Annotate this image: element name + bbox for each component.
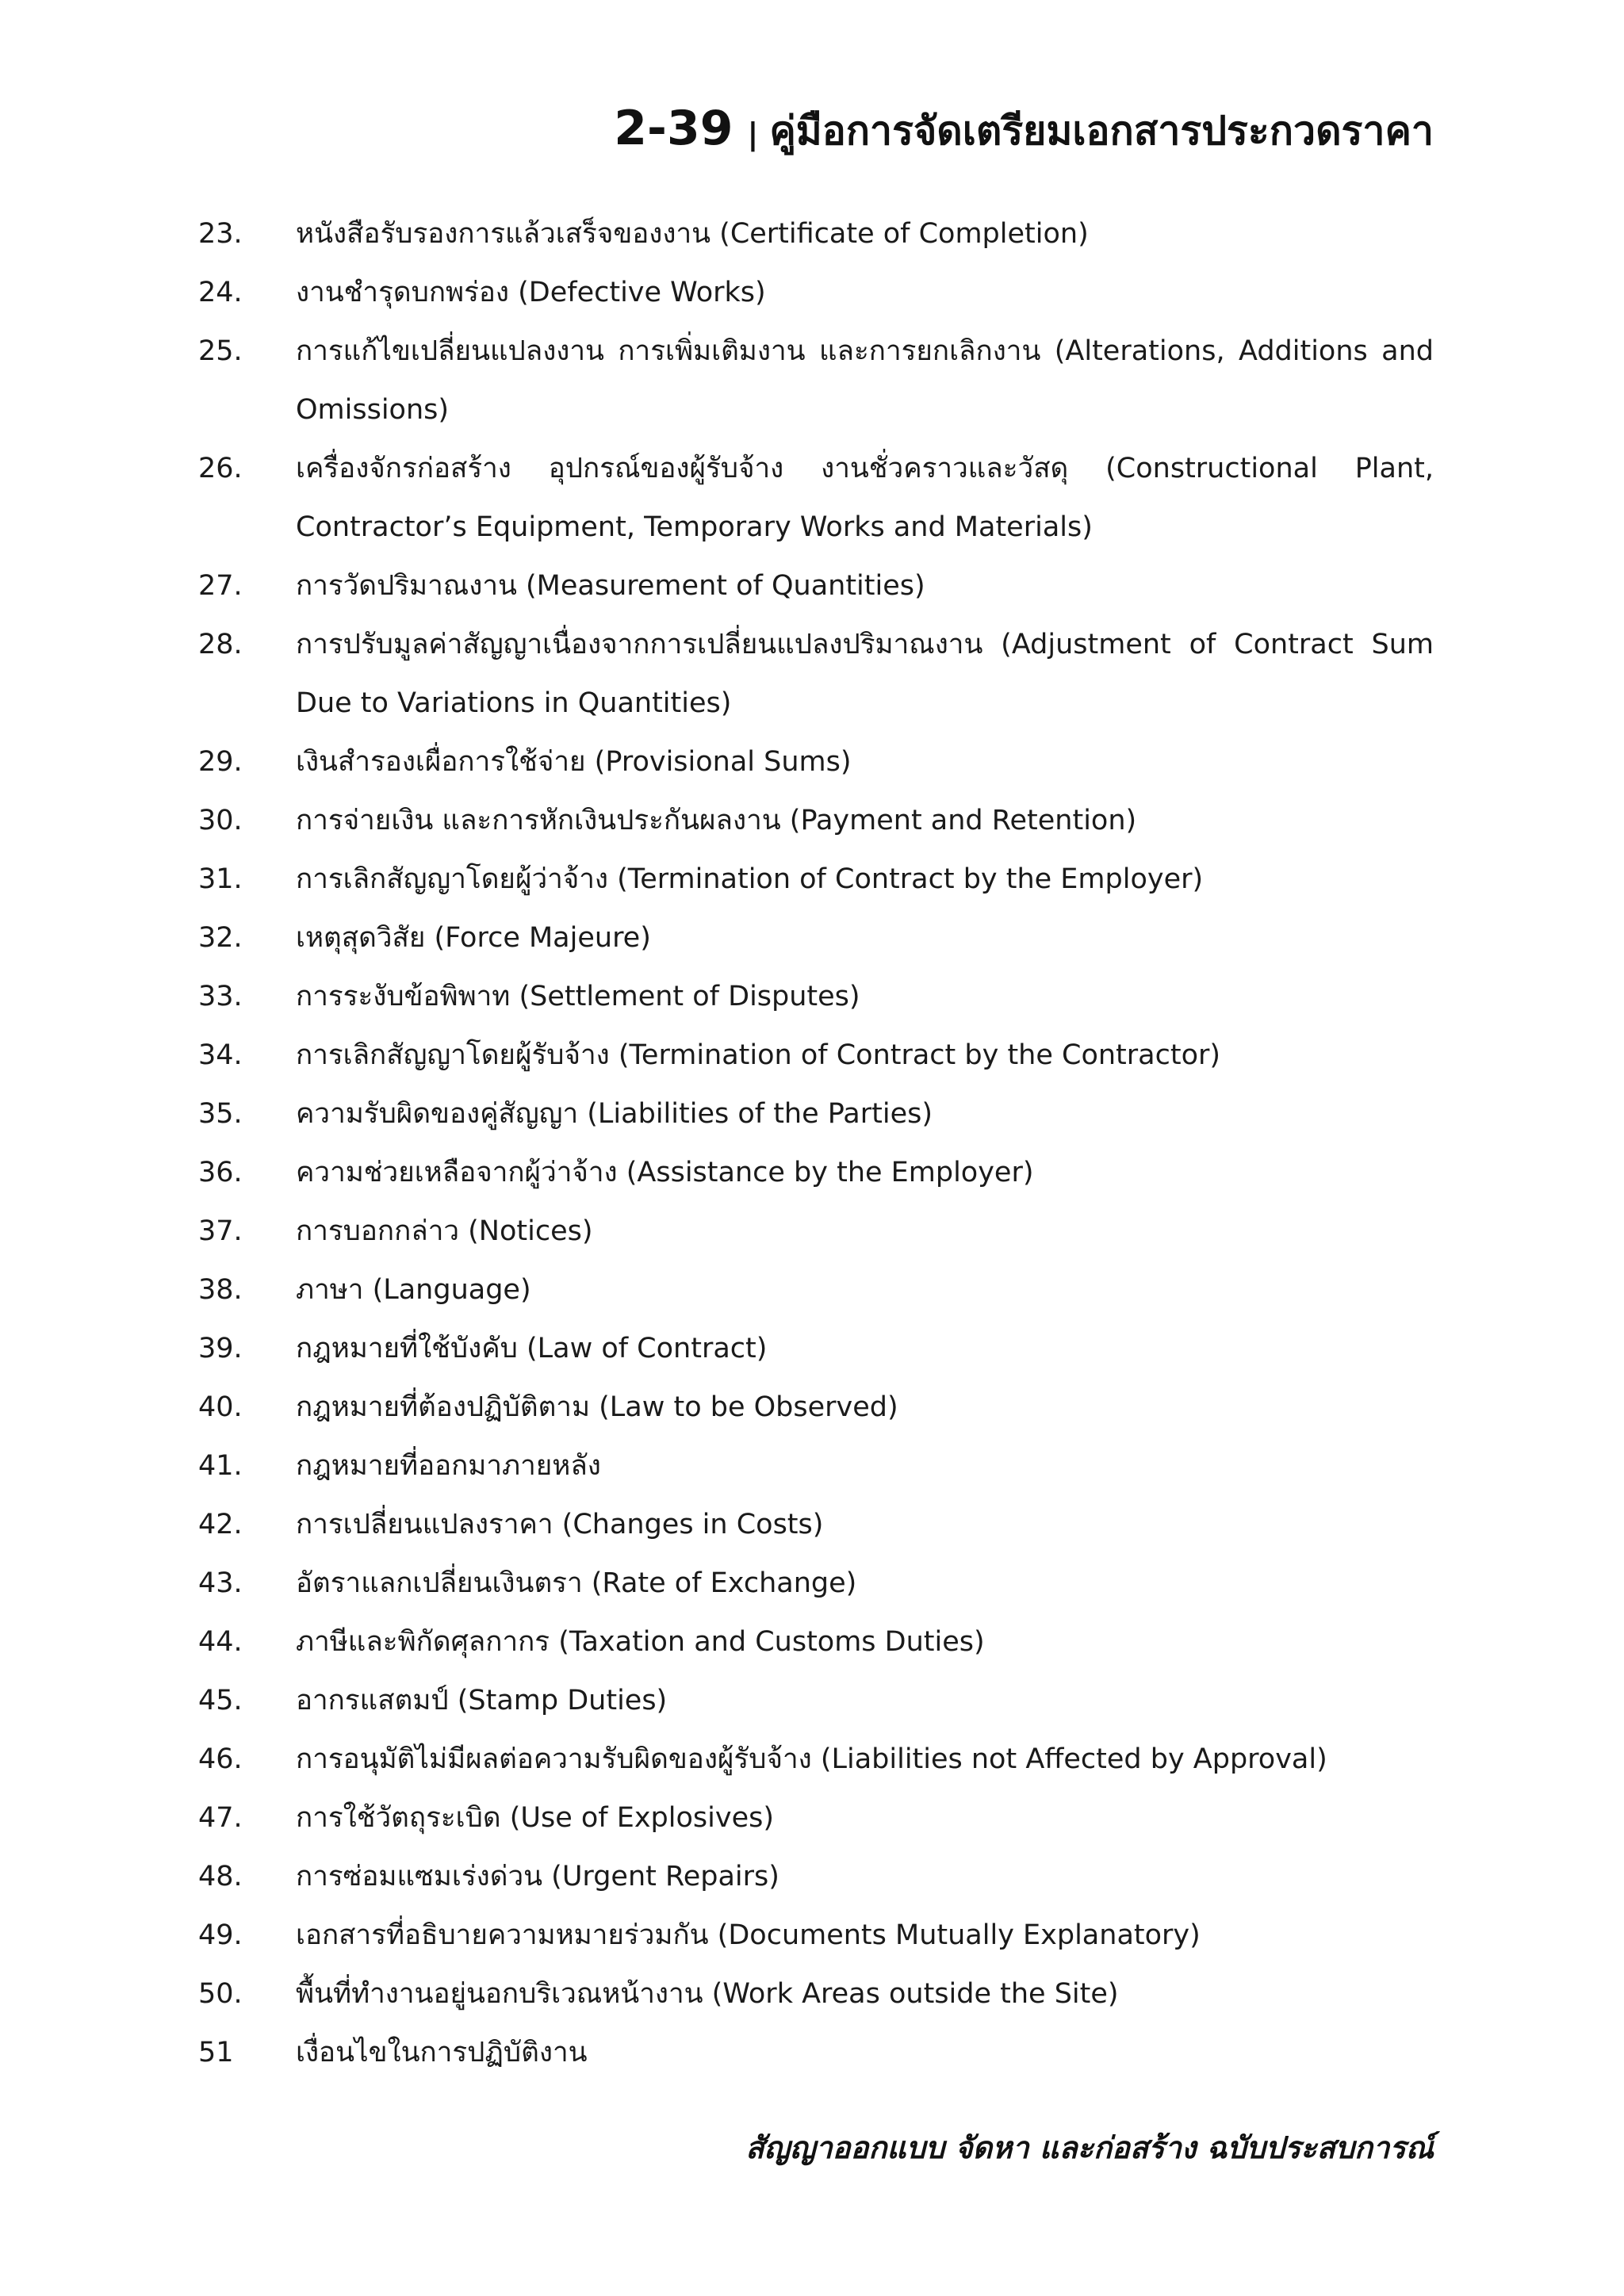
page-number: 2-39: [614, 101, 733, 156]
item-text: การระงับข้อพิพาท (Settlement of Disputes): [296, 981, 860, 1012]
item-number: 23.: [198, 218, 243, 250]
item-text: การเลิกสัญญาโดยผู้ว่าจ้าง (Termination of Contract by the Employer): [296, 863, 1204, 895]
item-number: 34.: [198, 1039, 243, 1071]
list-item: [0, 1906, 1624, 1965]
item-number: 25.: [198, 335, 243, 367]
list-item: [0, 1437, 1624, 1495]
list-item: [0, 1261, 1624, 1319]
item-text: เอกสารที่อธิบายความหมายร่วมกัน (Documents Mutually Explanatory): [296, 1919, 1201, 1951]
document-footer: สัญญาออกแบบ จัดหา และก่อสร้าง ฉบับประสบการณ์: [745, 2130, 1434, 2165]
item-text: ภาษีและพิกัดศุลกากร (Taxation and Customs Duties): [296, 1626, 985, 1658]
manual-title: คู่มือการจัดเตรียมเอกสารประกวดราคา: [769, 108, 1434, 154]
item-number: 43.: [198, 1567, 243, 1599]
item-text: การอนุมัติไม่มีผลต่อความรับผิดของผู้รับจ้าง (Liabilities not Affected by Approval): [296, 1743, 1327, 1775]
item-text: พื้นที่ทำงานอยู่นอกบริเวณหน้างาน (Work Areas outside the Site): [296, 1978, 1119, 2010]
item-text: การจ่ายเงิน และการหักเงินประกันผลงาน (Payment and Retention): [296, 805, 1137, 836]
list-item: [0, 439, 1624, 557]
list-item: [0, 1671, 1624, 1730]
item-number: 45.: [198, 1685, 243, 1716]
list-item: [0, 1026, 1624, 1085]
item-number: 50.: [198, 1978, 243, 2010]
item-text: กฎหมายที่ต้องปฏิบัติตาม (Law to be Observed): [296, 1391, 898, 1423]
list-item: [0, 909, 1624, 967]
item-text: การแก้ไขเปลี่ยนแปลงงาน การเพิ่มเติมงาน และการยกเลิกงาน (Alterations, Additions and Omissions): [296, 335, 1434, 426]
list-item: [0, 1965, 1624, 2023]
item-text: กฎหมายที่ออกมาภายหลัง: [296, 1450, 601, 1482]
item-text: เหตุสุดวิสัย (Force Majeure): [296, 922, 651, 954]
list-item: [0, 2023, 1624, 2082]
item-number: 29.: [198, 746, 243, 778]
item-text: เครื่องจักรก่อสร้าง อุปกรณ์ของผู้รับจ้าง งานชั่วคราวและวัสดุ (Constructional Plant, Contractor’s Equipment, Temporary Works and Materials): [296, 453, 1434, 543]
contract-clause-list: [0, 205, 1624, 2082]
item-number: 32.: [198, 922, 243, 954]
item-number: 47.: [198, 1802, 243, 1834]
item-number: 41.: [198, 1450, 243, 1482]
item-number: 42.: [198, 1509, 243, 1540]
item-text: ความช่วยเหลือจากผู้ว่าจ้าง (Assistance by the Employer): [296, 1157, 1034, 1188]
list-item: [0, 733, 1624, 791]
list-item: [0, 1789, 1624, 1847]
item-number: 51: [198, 2037, 234, 2068]
item-number: 33.: [198, 981, 243, 1012]
list-item: [0, 850, 1624, 909]
item-number: 35.: [198, 1098, 243, 1130]
item-text: หนังสือรับรองการแล้วเสร็จของงาน (Certificate of Completion): [296, 218, 1089, 250]
item-number: 46.: [198, 1743, 243, 1775]
item-text: เงื่อนไขในการปฏิบัติงาน: [296, 2037, 588, 2068]
item-text: กฎหมายที่ใช้บังคับ (Law of Contract): [296, 1333, 768, 1364]
item-number: 31.: [198, 863, 243, 895]
item-number: 38.: [198, 1274, 243, 1306]
item-number: 30.: [198, 805, 243, 836]
header-separator: |: [747, 117, 759, 151]
item-number: 24.: [198, 277, 243, 308]
item-text: การเลิกสัญญาโดยผู้รับจ้าง (Termination of Contract by the Contractor): [296, 1039, 1221, 1071]
item-number: 37.: [198, 1215, 243, 1247]
item-number: 26.: [198, 453, 243, 484]
item-text: เงินสำรองเผื่อการใช้จ่าย (Provisional Sums): [296, 746, 852, 778]
item-number: 27.: [198, 570, 243, 602]
list-item: [0, 615, 1624, 733]
item-text: อัตราแลกเปลี่ยนเงินตรา (Rate of Exchange): [296, 1567, 857, 1599]
item-text: การใช้วัตถุระเบิด (Use of Explosives): [296, 1802, 774, 1834]
list-item: [0, 1378, 1624, 1437]
list-item: [0, 1319, 1624, 1378]
list-item: [0, 263, 1624, 322]
item-number: 36.: [198, 1157, 243, 1188]
item-number: 48.: [198, 1861, 243, 1892]
item-text: การเปลี่ยนแปลงราคา (Changes in Costs): [296, 1509, 824, 1540]
item-number: 49.: [198, 1919, 243, 1951]
page-header: [614, 100, 1434, 163]
list-item: [0, 1613, 1624, 1671]
item-text: ภาษา (Language): [296, 1274, 531, 1306]
list-item: [0, 322, 1624, 439]
list-item: [0, 205, 1624, 263]
item-text: งานชำรุดบกพร่อง (Defective Works): [296, 277, 766, 308]
item-number: 28.: [198, 629, 243, 660]
item-text: การซ่อมแซมเร่งด่วน (Urgent Repairs): [296, 1861, 779, 1892]
list-item: [0, 1730, 1624, 1789]
list-item: [0, 557, 1624, 615]
item-number: 40.: [198, 1391, 243, 1423]
item-text: อากรแสตมป์ (Stamp Duties): [296, 1685, 668, 1716]
item-text: การบอกกล่าว (Notices): [296, 1215, 593, 1247]
list-item: [0, 1202, 1624, 1261]
list-item: [0, 1847, 1624, 1906]
list-item: [0, 967, 1624, 1026]
list-item: [0, 791, 1624, 850]
list-item: [0, 1143, 1624, 1202]
item-text: การวัดปริมาณงาน (Measurement of Quantities): [296, 570, 925, 602]
item-text: การปรับมูลค่าสัญญาเนื่องจากการเปลี่ยนแปลงปริมาณงาน (Adjustment of Contract Sum Due to Variations in Quantities): [296, 629, 1434, 719]
item-text: ความรับผิดของคู่สัญญา (Liabilities of the Parties): [296, 1098, 933, 1130]
list-item: [0, 1554, 1624, 1613]
list-item: [0, 1495, 1624, 1554]
list-item: [0, 1085, 1624, 1143]
item-number: 44.: [198, 1626, 243, 1658]
item-number: 39.: [198, 1333, 243, 1364]
